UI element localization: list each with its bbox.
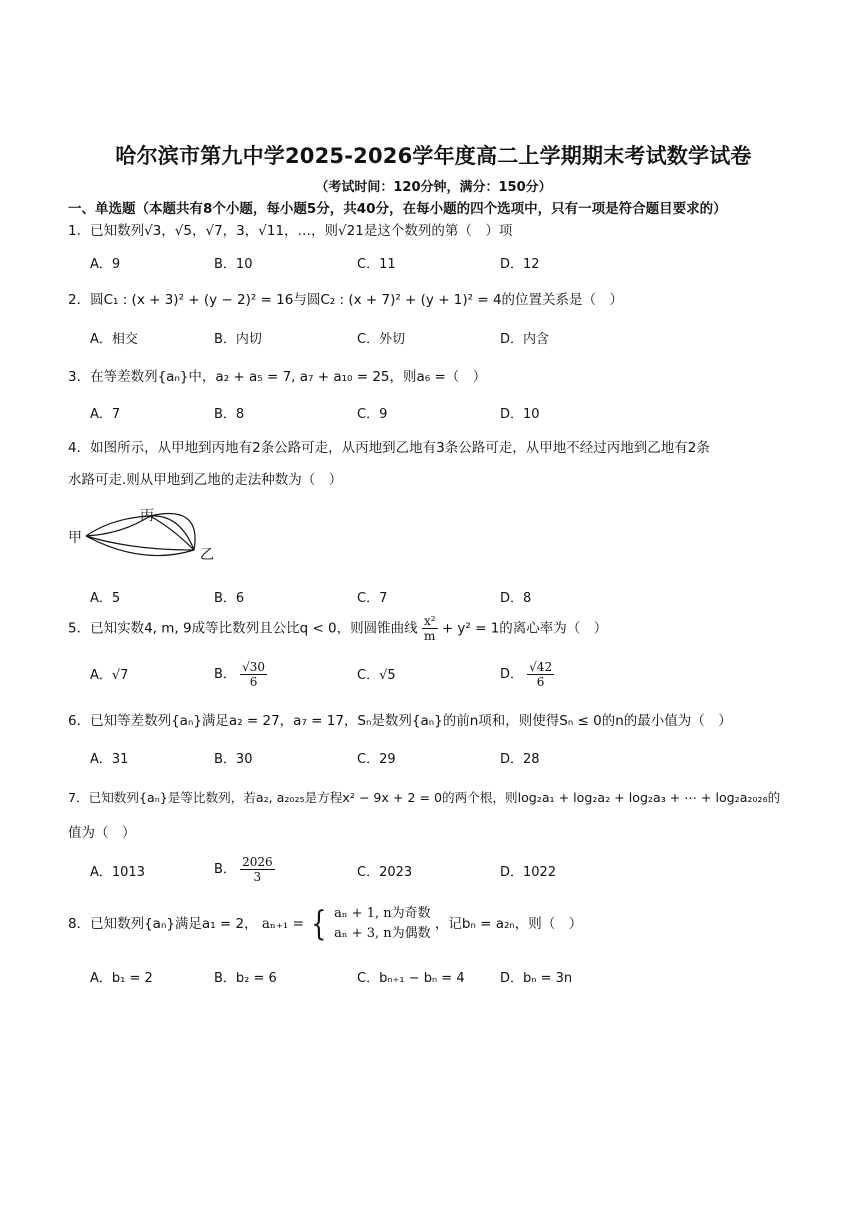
q8-option-d: D．bₙ = 3n [500, 971, 573, 986]
q8-piecewise [308, 904, 430, 944]
q6-option-b: B．30 [214, 752, 253, 767]
q2-option-d: D．内含 [500, 332, 550, 347]
q7-option-b-frac [240, 855, 275, 884]
q4-option-d: D．8 [500, 591, 532, 606]
q8-case-even: aₙ + 3, n为偶数 [334, 926, 431, 941]
q1-option-c: C．11 [357, 257, 396, 272]
q5-stem-pre: 5．已知实数4, m, 9成等比数列且公比q < 0，则圆锥曲线 [68, 620, 418, 637]
label-bing: 丙 [140, 508, 154, 524]
q5-option-b-num: √30 [242, 660, 265, 674]
q5-option-d-label: D． [500, 667, 524, 682]
q5-option-d-num: √42 [529, 660, 553, 674]
q8-stem-pre: 8．已知数列{aₙ}满足a₁ = 2， [68, 916, 258, 932]
exam-info: （考试时间：120分钟，满分：150分） [315, 180, 552, 195]
q1-option-a: A．9 [90, 257, 121, 272]
q8-lhs: aₙ₊₁ = [261, 916, 304, 932]
q6-option-a: A．31 [90, 752, 129, 767]
q7-option-c: C．2023 [357, 865, 413, 880]
q3-option-c: C．9 [357, 407, 388, 422]
q8-option-c: C．bₙ₊₁ − bₙ = 4 [357, 971, 465, 986]
q8-stem-post: ，记bₙ = a₂ₙ，则（ ） [434, 916, 583, 932]
q5-fraction-den: m [424, 629, 436, 643]
road-bing-yi-2 [150, 516, 194, 550]
q1-option-b: B．10 [214, 257, 253, 272]
q5-fraction-num: x² [423, 614, 436, 628]
label-jia: 甲 [68, 530, 82, 546]
q7-option-b [214, 855, 275, 884]
q3-option-a: A．7 [90, 407, 121, 422]
q5-option-a: A．√7 [90, 668, 129, 683]
q5-option-b [214, 660, 267, 689]
q2-option-a: A．相交 [90, 332, 138, 347]
q5-option-b-label: B． [214, 667, 236, 682]
question-8-stem [68, 904, 582, 944]
q8-case-odd: aₙ + 1, n为奇数 [334, 906, 431, 921]
section-heading: 一、单选题（本题共有8个小题，每小题5分，共40分，在每小题的四个选项中，只有一项是符合题目要求的） [68, 201, 727, 217]
q2-option-b: B．内切 [214, 332, 262, 347]
q7-option-b-num: 2026 [242, 855, 273, 869]
q5-option-d-den: 6 [536, 675, 545, 689]
q8-option-a: A．b₁ = 2 [90, 971, 153, 986]
question-5-stem [68, 614, 607, 643]
q8-cases [334, 904, 430, 944]
q5-option-b-frac [240, 660, 267, 689]
q4-option-c: C．7 [357, 591, 388, 606]
route-diagram [62, 500, 232, 570]
q1-option-d: D．12 [500, 257, 540, 272]
q5-option-c: C．√5 [357, 668, 396, 683]
q6-option-c: C．29 [357, 752, 396, 767]
q7-option-b-den: 3 [253, 870, 262, 884]
q2-option-c: C．外切 [357, 332, 406, 347]
q3-option-d: D．10 [500, 407, 540, 422]
question-4-stem-line2: 水路可走.则从甲地到乙地的走法种数为（ ） [68, 472, 343, 488]
q7-option-a: A．1013 [90, 865, 145, 880]
q8-brace-icon: { [311, 904, 327, 944]
question-1-stem: 1．已知数列√3，√5，√7，3，√11，…，则√21是这个数列的第（ ）项 [68, 223, 513, 239]
exam-title: 哈尔滨市第九中学2025-2026学年度高二上学期期末考试数学试卷 [115, 144, 752, 168]
question-2-stem: 2．圆C₁ : (x + 3)² + (y − 2)² = 16与圆C₂ : (x + 7)² + (y + 1)² = 4的位置关系是（ ） [68, 292, 624, 308]
q5-option-d [500, 660, 554, 689]
q6-option-d: D．28 [500, 752, 540, 767]
question-6-stem: 6．已知等差数列{aₙ}满足a₂ = 27，a₇ = 17，Sₙ是数列{aₙ}的前n项和，则使得Sₙ ≤ 0的n的最小值为（ ） [68, 713, 732, 729]
q5-fraction [422, 614, 438, 643]
q4-option-b: B．6 [214, 591, 245, 606]
question-4-stem-line1: 4．如图所示，从甲地到丙地有2条公路可走，从丙地到乙地有3条公路可走，从甲地不经过丙地到乙地有2条 [68, 440, 710, 456]
question-3-stem: 3．在等差数列{aₙ}中，a₂ + a₅ = 7, a₇ + a₁₀ = 25，则a₆ =（ ） [68, 369, 487, 385]
q3-option-b: B．8 [214, 407, 245, 422]
water-jia-yi-1 [86, 536, 194, 550]
water-jia-yi-2 [86, 536, 194, 556]
q5-stem-post: + y² = 1的离心率为（ ） [441, 620, 608, 637]
q4-option-a: A．5 [90, 591, 121, 606]
q5-option-b-den: 6 [249, 675, 258, 689]
label-yi: 乙 [200, 547, 214, 563]
question-7-stem-line1: 7．已知数列{aₙ}是等比数列，若a₂, a₂₀₂₅是方程x² − 9x + 2 = 0的两个根，则log₂a₁ + log₂a₂ + log₂a₃ + ⋯ + log₂a₂₀₂₆的 [68, 790, 781, 805]
q5-option-d-frac [527, 660, 554, 689]
q7-option-b-label: B． [214, 862, 236, 877]
q7-option-d: D．1022 [500, 865, 557, 880]
question-7-stem-line2: 值为（ ） [68, 825, 136, 841]
q8-option-b: B．b₂ = 6 [214, 971, 277, 986]
